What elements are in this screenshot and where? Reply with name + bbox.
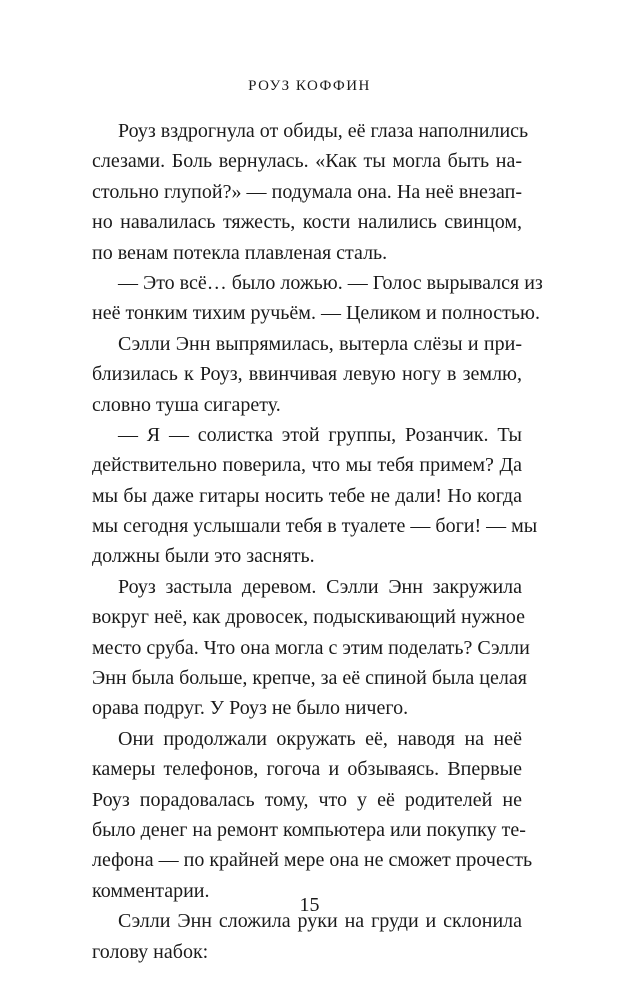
text-line: Роуз застыла деревом. Сэлли Энн закружила <box>118 575 522 598</box>
text-line: стольно глупой?» — подумала она. На неё внезап- <box>92 180 522 203</box>
text-line: Роуз порадовалась тому, что у её родителей не <box>92 788 522 811</box>
text-line: словно туша сигарету. <box>92 393 281 416</box>
text-line: вокруг неё, как дровосек, подыскивающий нужное <box>92 606 526 629</box>
text-line: было денег на ремонт компьютера или покупку те- <box>92 818 526 841</box>
text-line: комментарии. <box>92 879 210 902</box>
text-line: Сэлли Энн сложила руки на груди и склонила <box>118 910 522 933</box>
text-line: близилась к Роуз, ввинчивая левую ногу в землю, <box>92 363 522 386</box>
text-line: лефона — по крайней мере она не сможет прочесть <box>92 849 533 872</box>
body-text <box>92 116 543 967</box>
text-line: Роуз вздрогнула от обиды, её глаза наполнились <box>118 120 529 142</box>
text-line: Они продолжали окружать её, наводя на неё <box>118 727 522 750</box>
text-line: голову набок: <box>92 940 209 963</box>
text-line: но навалилась тяжесть, кости налились свинцом, <box>92 211 522 234</box>
page-number: 15 <box>299 894 320 916</box>
running-head: РОУЗ КОФФИН <box>248 78 371 94</box>
text-line: камеры телефонов, гогоча и обзываясь. Впервые <box>92 758 522 781</box>
text-line: — Это всё… было ложью. — Голос вырывался из <box>118 271 543 294</box>
text-line: должны были это заснять. <box>92 545 315 568</box>
text-line: Сэлли Энн выпрямилась, вытерла слёзы и при- <box>118 332 522 355</box>
text-line: Энн была больше, крепче, за её спиной была целая <box>92 667 527 690</box>
text-line: неё тонким тихим ручьём. — Целиком и полностью. <box>92 302 540 325</box>
text-line: по венам потекла плавленая сталь. <box>92 241 388 264</box>
text-line: — Я — солистка этой группы, Розанчик. Ты <box>118 423 522 446</box>
text-line: мы бы даже гитары носить тебе не дали! Но когда <box>92 484 522 507</box>
text-line: действительно поверила, что мы тебя примем? Да <box>92 454 522 477</box>
text-line: орава подруг. У Роуз не было ничего. <box>92 697 409 720</box>
text-line: место сруба. Что она могла с этим поделать? Сэлли <box>92 636 530 659</box>
text-line: мы сегодня услышали тебя в туалете — боги! — мы <box>92 515 538 538</box>
text-line: слезами. Боль вернулась. «Как ты могла быть на- <box>92 150 522 173</box>
